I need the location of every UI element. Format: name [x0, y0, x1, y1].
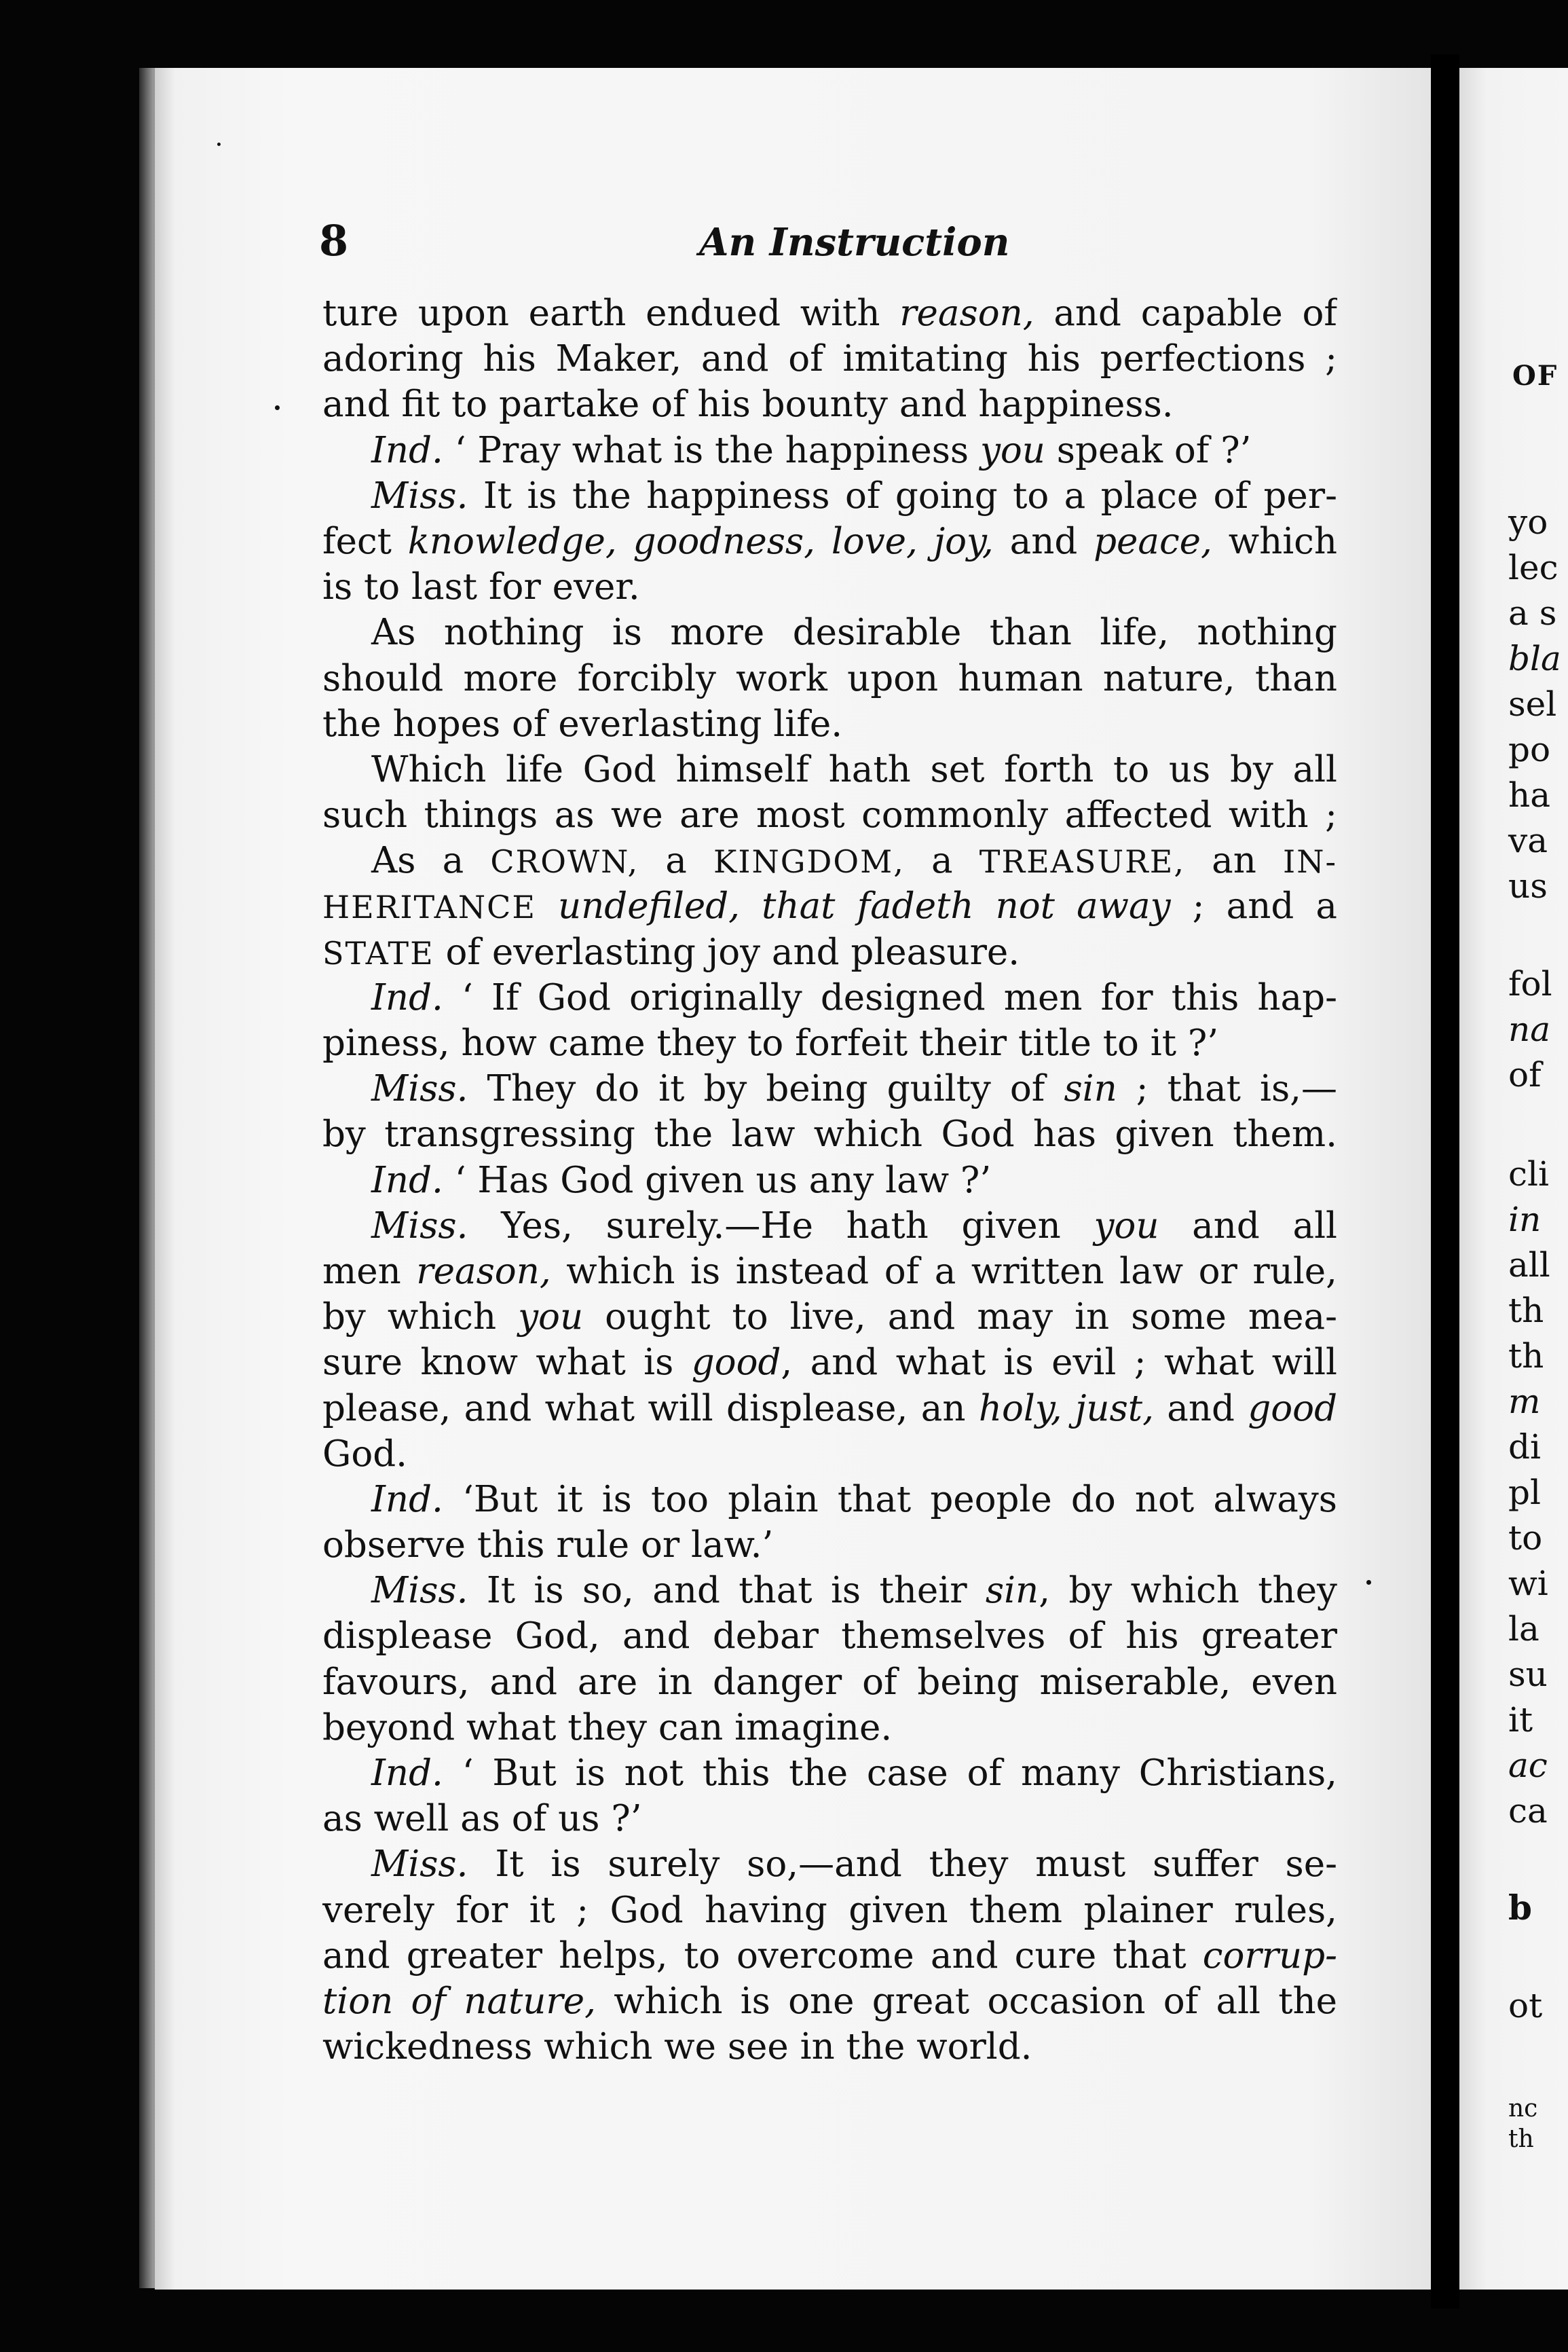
text-line: Ind. ‘ Has God given us any law ?’ [371, 1159, 992, 1201]
text-line: As nothing is more desirable than life, nothing [371, 612, 1337, 654]
text-line: Which life God himself hath set forth to us by all [371, 748, 1337, 790]
text-line: STATE of everlasting joy and pleasure. [322, 931, 1020, 973]
text-line: God. [322, 1433, 408, 1475]
facing-fragment: us [1508, 866, 1548, 906]
facing-fragment: pl [1508, 1473, 1541, 1512]
text-line: Ind. ‘ If God originally designed men for this hap- [371, 976, 1337, 1018]
facing-fragment: di [1508, 1427, 1541, 1467]
facing-fragment: na [1508, 1010, 1551, 1049]
ink-speck [1366, 1580, 1371, 1585]
text-line: Miss. It is so, and that is their sin, by which they [371, 1570, 1337, 1612]
page-body-text [322, 291, 1337, 2070]
facing-fragment: bla [1508, 639, 1561, 678]
facing-fragment: of [1508, 1055, 1542, 1095]
text-line: beyond what they can imagine. [322, 1706, 893, 1748]
facing-fragment: wi [1508, 1564, 1548, 1603]
text-line: Miss. It is surely so,—and they must suffer se- [371, 1843, 1337, 1886]
text-line: ture upon earth endued with reason, and capable of [322, 293, 1337, 334]
facing-fragment: cli [1508, 1154, 1549, 1194]
facing-fragment: lec [1508, 548, 1558, 587]
ink-speck [217, 143, 221, 146]
text-line: as well as of us ?’ [322, 1798, 642, 1840]
facing-fragment: ot [1508, 1986, 1543, 2025]
facing-fragment: a s [1508, 593, 1557, 633]
text-line: observe this rule or law.’ [322, 1524, 774, 1566]
text-line: the hopes of everlasting life. [322, 703, 843, 745]
text-line: Miss. It is the happiness of going to a place of per- [371, 475, 1337, 517]
facing-fragment: to [1508, 1518, 1543, 1558]
text-line: please, and what will displease, an holy, just, and good [322, 1387, 1337, 1429]
facing-fragment: in [1508, 1200, 1542, 1239]
facing-fragment: all [1508, 1245, 1550, 1285]
facing-fragment: b [1508, 1888, 1532, 1928]
facing-fragment: OF [1512, 360, 1558, 392]
facing-fragment: th [1508, 2125, 1534, 2153]
text-line: adoring his Maker, and of imitating his perfections ; [322, 338, 1337, 380]
text-line: Ind. ‘But it is too plain that people do not always [371, 1478, 1337, 1520]
text-line: favours, and are in danger of being miserable, even [322, 1661, 1337, 1703]
facing-fragment: th [1508, 1291, 1544, 1330]
page-gutter [1431, 54, 1459, 2309]
text-line: As a CROWN, a KINGDOM, a TREASURE, an IN- [371, 840, 1337, 882]
text-line: piness, how came they to forfeit their title to it ?’ [322, 1023, 1219, 1064]
running-head [319, 216, 1337, 277]
text-line: men reason, which is instead of a written law or rule, [322, 1250, 1337, 1292]
facing-fragment: va [1508, 821, 1548, 860]
facing-fragment: th [1508, 1336, 1544, 1376]
text-line: Miss. They do it by being guilty of sin ; that is,— [371, 1068, 1337, 1110]
facing-fragment: fol [1508, 964, 1552, 1004]
facing-fragment: sel [1508, 684, 1557, 724]
text-line: such things as we are most commonly affected with ; [322, 794, 1337, 837]
facing-fragment: ha [1508, 775, 1551, 815]
facing-fragment: ac [1508, 1746, 1548, 1785]
text-line: HERITANCE undefiled, that fadeth not away ; and a [322, 885, 1337, 927]
ink-speck [275, 405, 280, 410]
facing-fragment: m [1508, 1382, 1541, 1421]
text-line: and greater helps, to overcome and cure that corrup- [322, 1934, 1337, 1977]
text-line: wickedness which we see in the world. [322, 2026, 1032, 2068]
page-number: 8 [319, 216, 349, 265]
text-line: should more forcibly work upon human nature, than [322, 657, 1337, 699]
text-line: by which you ought to live, and may in some mea- [322, 1296, 1337, 1338]
facing-fragment: su [1508, 1655, 1548, 1694]
text-line: tion of nature, which is one great occasion of all the [322, 1980, 1337, 2022]
text-line: Ind. ‘ But is not this the case of many Christians, [371, 1752, 1337, 1794]
text-line: sure know what is good, and what is evil ; what will [322, 1342, 1337, 1384]
page-header-title: An Instruction [699, 220, 1010, 265]
text-line: displease God, and debar themselves of his greater [322, 1615, 1337, 1657]
facing-page-text [1459, 68, 1568, 2290]
facing-fragment: yo [1508, 502, 1548, 542]
facing-fragment: nc [1508, 2095, 1538, 2123]
facing-fragment: la [1508, 1609, 1539, 1649]
facing-fragment: ca [1508, 1791, 1548, 1831]
text-line: Ind. ‘ Pray what is the happiness you speak of ?’ [371, 429, 1252, 471]
text-line: and fit to partake of his bounty and happiness. [322, 384, 1174, 426]
text-line: Miss. Yes, surely.—He hath given you and all [371, 1205, 1337, 1247]
facing-page-edge [1459, 68, 1568, 2290]
text-line: verely for it ; God having given them plainer rules, [322, 1889, 1337, 1931]
facing-fragment: it [1508, 1700, 1533, 1740]
text-line: is to last for ever. [322, 566, 640, 608]
text-line: fect knowledge, goodness, love, joy, and peace, which [322, 520, 1337, 562]
text-line: by transgressing the law which God has given them. [322, 1114, 1337, 1156]
facing-fragment: po [1508, 730, 1551, 769]
